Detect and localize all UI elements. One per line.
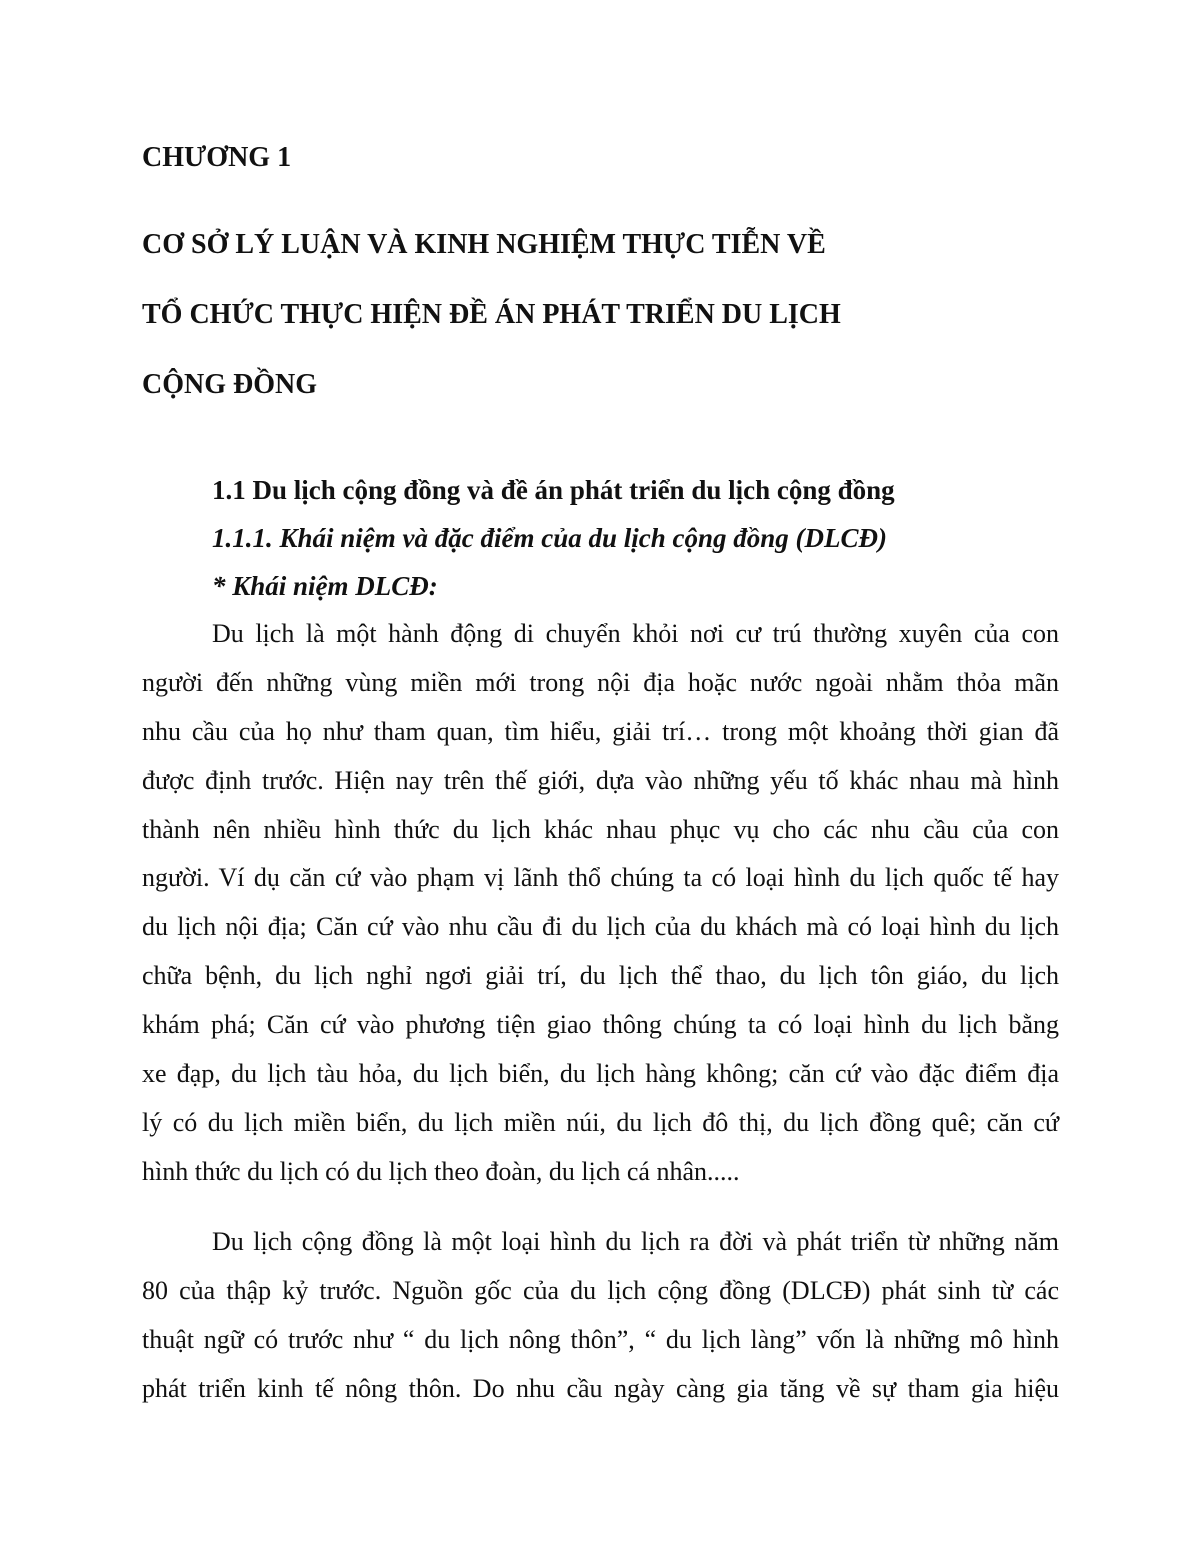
chapter-label: CHƯƠNG 1: [142, 142, 292, 173]
subsection-heading: 1.1.1. Khái niệm và đặc điểm của du lịch cộng đồng (DLCĐ): [212, 523, 887, 553]
paragraph-line: 80 của thập kỷ trước. Nguồn gốc của du lịch cộng đồng (DLCĐ) phát sinh từ các: [142, 1275, 1059, 1305]
section-heading: 1.1 Du lịch cộng đồng và đề án phát triển du lịch cộng đồng: [212, 475, 895, 505]
paragraph-line: thuật ngữ có trước như “ du lịch nông thôn”, “ du lịch làng” vốn là những mô hình: [142, 1324, 1059, 1354]
bullet-heading: * Khái niệm DLCĐ:: [212, 571, 438, 601]
paragraph-line: lý có du lịch miền biển, du lịch miền núi, du lịch đô thị, du lịch đồng quê; căn cứ: [142, 1107, 1059, 1137]
chapter-title-line: TỔ CHỨC THỰC HIỆN ĐỀ ÁN PHÁT TRIỂN DU LỊCH: [142, 299, 841, 330]
paragraph-line: khám phá; Căn cứ vào phương tiện giao thông chúng ta có loại hình du lịch bằng: [142, 1010, 1059, 1040]
paragraph-line: Du lịch là một hành động di chuyển khỏi nơi cư trú thường xuyên của con: [212, 619, 1059, 648]
chapter-title: [142, 210, 1042, 420]
paragraph-line: thành nên nhiều hình thức du lịch khác nhau phục vụ cho các nhu cầu của con: [142, 814, 1059, 844]
paragraph-line: phát triển kinh tế nông thôn. Do nhu cầu ngày càng gia tăng về sự tham gia hiệu: [142, 1373, 1059, 1403]
body-paragraph: [142, 1218, 1059, 1414]
paragraph-line: Du lịch cộng đồng là một loại hình du lịch ra đời và phát triển từ những năm: [212, 1227, 1059, 1256]
chapter-title-line: CƠ SỞ LÝ LUẬN VÀ KINH NGHIỆM THỰC TIỄN VỀ: [142, 229, 826, 260]
paragraph-line: hình thức du lịch có du lịch theo đoàn, du lịch cá nhân.....: [142, 1156, 740, 1186]
paragraph-line: người đến những vùng miền mới trong nội địa hoặc nước ngoài nhằm thỏa mãn: [142, 667, 1059, 697]
paragraph-line: xe đạp, du lịch tàu hỏa, du lịch biển, du lịch hàng không; căn cứ vào đặc điểm địa: [142, 1059, 1059, 1089]
paragraph-line: chữa bệnh, du lịch nghỉ ngơi giải trí, du lịch thể thao, du lịch tôn giáo, du lịch: [142, 961, 1059, 991]
paragraph-line: được định trước. Hiện nay trên thế giới, dựa vào những yếu tố khác nhau mà hình: [142, 765, 1059, 795]
paragraph-line: người. Ví dụ căn cứ vào phạm vị lãnh thổ chúng ta có loại hình du lịch quốc tế hay: [142, 863, 1059, 893]
body-paragraph: [142, 610, 1059, 1197]
chapter-title-line: CỘNG ĐỒNG: [142, 369, 317, 400]
paragraph-line: nhu cầu của họ như tham quan, tìm hiểu, giải trí… trong một khoảng thời gian đã: [142, 716, 1059, 746]
paragraph-line: du lịch nội địa; Căn cứ vào nhu cầu đi du lịch của du khách mà có loại hình du lịch: [142, 912, 1059, 942]
